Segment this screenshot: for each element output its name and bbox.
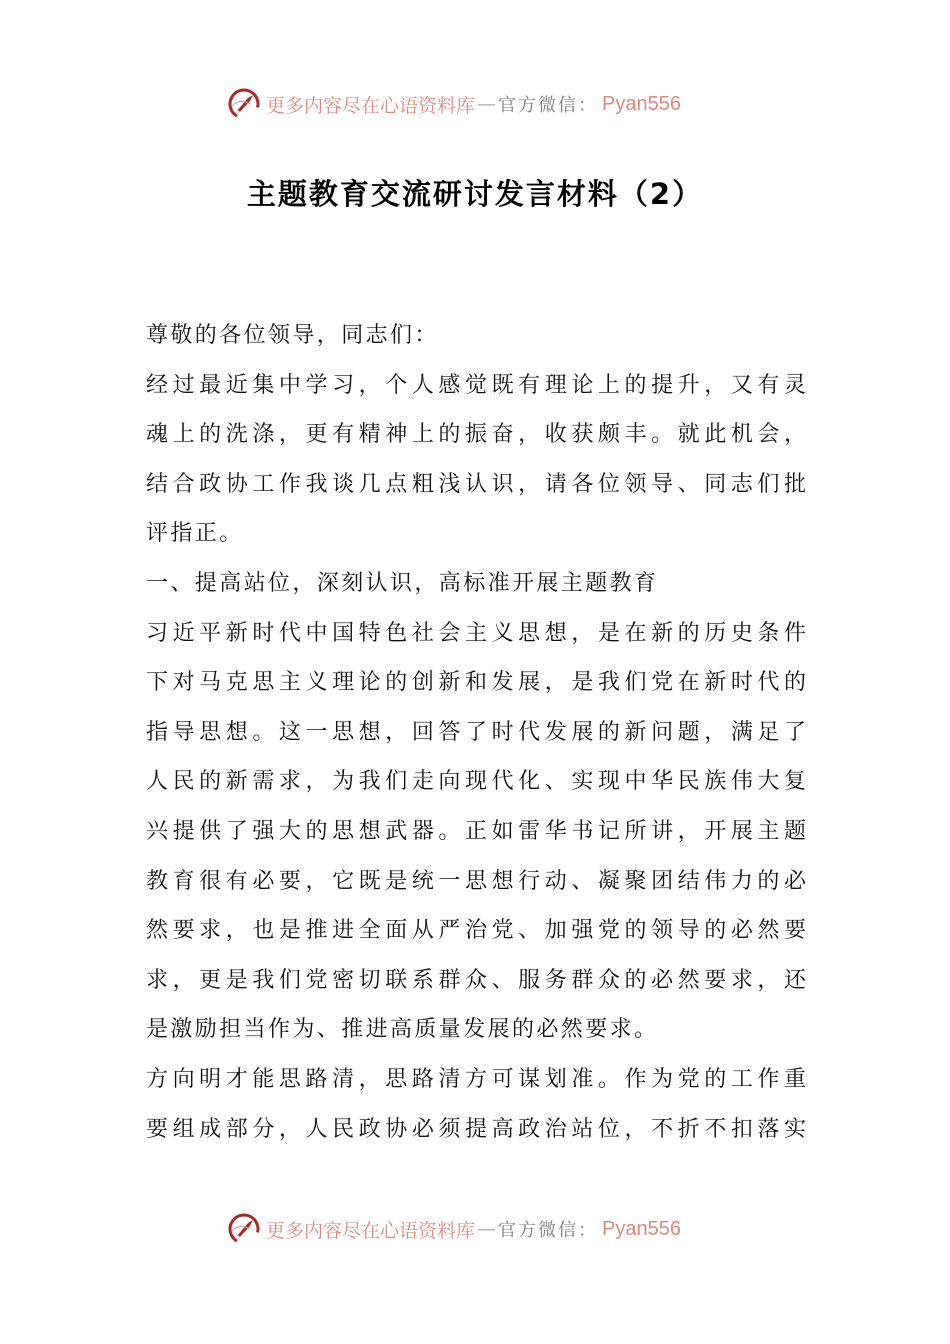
salutation-line: 尊敬的各位领导，同志们：: [146, 323, 439, 348]
watermark-wechat-label: 官方微信：: [498, 1220, 599, 1241]
header-watermark-banner: [226, 84, 681, 124]
body-line: 下对马克思主义理论的创新和发展，是我们党在新时代的: [146, 670, 806, 696]
watermark-dash: —: [477, 1218, 497, 1240]
quill-pen-logo-icon: [226, 86, 262, 122]
watermark-site-text: 更多内容尽在心语资料库: [266, 1219, 476, 1242]
watermark-wechat-id: Pyan556: [602, 92, 681, 115]
body-line: 评指正。: [146, 521, 244, 547]
body-line: 兴提供了强大的思想武器。正如雷华书记所讲，开展主题: [146, 818, 806, 844]
section-heading-1: 一、提高站位，深刻认识，高标准开展主题教育: [146, 570, 659, 596]
body-line: 教育很有必要，它既是统一思想行动、凝聚团结伟力的必: [146, 868, 806, 894]
body-line: 经过最近集中学习，个人感觉既有理论上的提升，又有灵: [146, 372, 806, 398]
body-line: 要组成部分，人民政协必须提高政治站位，不折不扣落实: [146, 1116, 806, 1142]
watermark-wechat-id: Pyan556: [602, 1217, 681, 1240]
footer-watermark-banner: [226, 1209, 681, 1249]
document-body: [146, 311, 806, 1154]
body-line: 方向明才能思路清，思路清方可谋划准。作为党的工作重: [146, 1066, 806, 1092]
body-line: 指导思想。这一思想，回答了时代发展的新问题，满足了: [146, 719, 806, 745]
body-line: 求，更是我们党密切联系群众、服务群众的必然要求，还: [146, 967, 806, 993]
body-line: 习近平新时代中国特色社会主义思想，是在新的历史条件: [146, 620, 806, 646]
body-line: 人民的新需求，为我们走向现代化、实现中华民族伟大复: [146, 769, 806, 795]
watermark-site-text: 更多内容尽在心语资料库: [266, 94, 476, 117]
watermark-dash: —: [477, 93, 497, 115]
quill-pen-logo-icon: [226, 1211, 262, 1247]
document-title: 主题教育交流研讨发言材料（2）: [246, 177, 704, 211]
watermark-wechat-label: 官方微信：: [498, 95, 599, 116]
body-line: 结合政协工作我谈几点粗浅认识，请各位领导、同志们批: [146, 471, 806, 497]
body-line: 然要求，也是推进全面从严治党、加强党的领导的必然要: [146, 918, 806, 944]
body-line: 是激励担当作为、推进高质量发展的必然要求。: [146, 1017, 659, 1043]
body-line: 魂上的洗涤，更有精神上的振奋，收获颇丰。就此机会，: [146, 422, 806, 448]
